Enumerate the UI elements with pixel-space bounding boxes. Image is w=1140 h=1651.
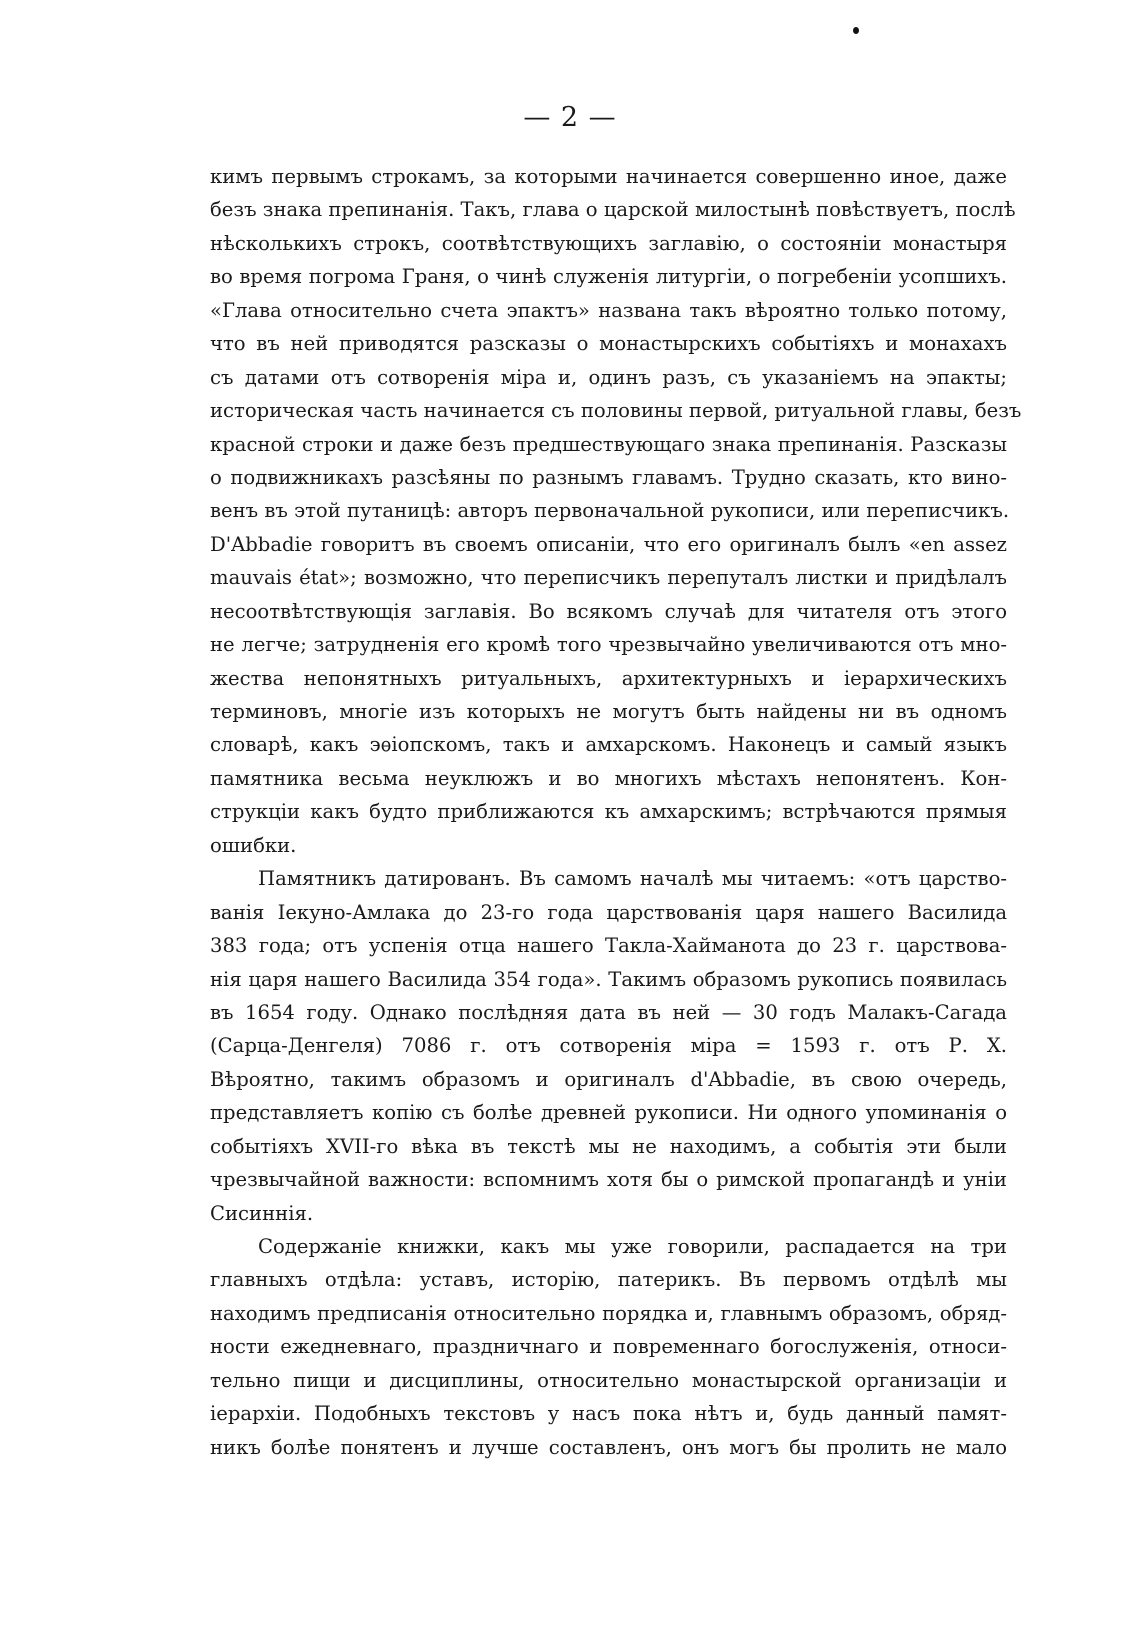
text-line: струкціи какъ будто приближаются къ амхарскимъ; встрѣчаются прямыя xyxy=(210,800,1007,824)
text-line: тельно пищи и дисциплины, относительно монастырской организаціи и xyxy=(210,1368,1007,1392)
paragraph-3 xyxy=(210,1230,1007,1464)
text-line: находимъ предписанія относительно порядка и, главнымъ образомъ, обряд- xyxy=(210,1301,1007,1325)
text-line: не легче; затрудненія его кромѣ того чрезвычайно увеличиваются отъ мно- xyxy=(210,633,1007,657)
text-line: историческая часть начинается съ половины первой, ритуальной главы, безъ xyxy=(210,399,1022,423)
text-line: словарѣ, какъ эѳіопскомъ, такъ и амхарскомъ. Наконецъ и самый языкъ xyxy=(210,733,1007,757)
text-line: о подвижникахъ разсѣяны по разнымъ главамъ. Трудно сказать, кто вино- xyxy=(210,465,1007,489)
text-line: Вѣроятно, такимъ образомъ и оригиналъ d'Abbadie, въ свою очередь, xyxy=(210,1067,1007,1091)
text-line: «Глава относительно счета эпактъ» названа такъ вѣроятно только потому, xyxy=(210,298,1007,322)
text-line: іерархіи. Подобныхъ текстовъ у насъ пока нѣтъ и, будь данный памят- xyxy=(210,1402,1007,1426)
text-line: Памятникъ датированъ. Въ самомъ началѣ мы читаемъ: «отъ царство- xyxy=(258,867,1007,891)
text-line: событіяхъ XVII-го вѣка въ текстѣ мы не находимъ, а событія эти были xyxy=(210,1134,1007,1158)
text-line: терминовъ, многіе изъ которыхъ не могутъ быть найдены ни въ одномъ xyxy=(210,700,1007,723)
text-line: никъ болѣе понятенъ и лучше составленъ, онъ могъ бы пролить не мало xyxy=(210,1435,1007,1459)
text-line: главныхъ отдѣла: уставъ, исторію, патерикъ. Въ первомъ отдѣлѣ мы xyxy=(210,1268,1007,1292)
text-line: ошибки. xyxy=(210,833,297,857)
text-line: венъ въ этой путаницѣ: авторъ первоначальной рукописи, или переписчикъ. xyxy=(210,499,1010,523)
text-line: 383 года; отъ успенія отца нашего Такла-Хайманота до 23 г. царствова- xyxy=(210,934,1007,958)
text-line: несоотвѣтствующія заглавія. Во всякомъ случаѣ для читателя отъ этого xyxy=(210,599,1007,623)
text-line: кимъ первымъ строкамъ, за которыми начинается совершенно иное, даже xyxy=(210,165,1007,188)
text-line: чрезвычайной важности: вспомнимъ хотя бы о римской пропагандѣ и уніи xyxy=(210,1168,1007,1192)
paragraph-2 xyxy=(210,862,1007,1230)
text-line: безъ знака препинанія. Такъ, глава о царской милостынѣ повѣствуетъ, послѣ xyxy=(210,198,1016,222)
text-line: во время погрома Граня, о чинѣ служенія литургіи, о погребеніи усопшихъ. xyxy=(210,265,1007,289)
text-line: D'Abbadie говоритъ въ своемъ описаніи, что его оригиналъ былъ «en assez xyxy=(210,532,1007,556)
text-line: нѣсколькихъ строкъ, соотвѣтствующихъ заглавію, о состояніи монастыря xyxy=(210,231,1007,255)
text-line: въ 1654 году. Однако послѣдняя дата въ ней — 30 годъ Малакъ-Сагада xyxy=(210,1000,1007,1024)
paragraph-1 xyxy=(210,160,1022,862)
body-text xyxy=(210,160,1022,1464)
text-line: что въ ней приводятся разсказы о монастырскихъ событіяхъ и монахахъ xyxy=(210,332,1007,356)
text-line: ванія Іекуно-Амлака до 23-го года царствованія царя нашего Василида xyxy=(210,900,1007,924)
text-line: (Сарца-Денгеля) 7086 г. отъ сотворенія міра = 1593 г. отъ Р. Х. xyxy=(210,1034,1007,1058)
ink-speck xyxy=(853,27,859,34)
page-number: — 2 — xyxy=(523,102,617,133)
text-line: представляетъ копію съ болѣе древней рукописи. Ни одного упоминанія о xyxy=(210,1101,1007,1125)
text-line: Сисиннія. xyxy=(210,1201,314,1225)
text-line: ности ежедневнаго, праздничнаго и повременнаго богослуженія, относи- xyxy=(210,1335,1007,1359)
text-line: Содержаніе книжки, какъ мы уже говорили, распадается на три xyxy=(258,1235,1007,1258)
text-line: жества непонятныхъ ритуальныхъ, архитектурныхъ и іерархическихъ xyxy=(210,666,1007,690)
text-line: mauvais état»; возможно, что переписчикъ перепуталъ листки и придѣлалъ xyxy=(210,566,1007,590)
text-line: съ датами отъ сотворенія міра и, одинъ разъ, съ указаніемъ на эпакты; xyxy=(210,365,1007,389)
text-line: нія царя нашего Василида 354 года». Такимъ образомъ рукопись появилась xyxy=(210,967,1007,991)
text-line: красной строки и даже безъ предшествующаго знака препинанія. Разсказы xyxy=(210,432,1007,456)
text-line: памятника весьма неуклюжъ и во многихъ мѣстахъ непонятенъ. Кон- xyxy=(210,766,1007,790)
